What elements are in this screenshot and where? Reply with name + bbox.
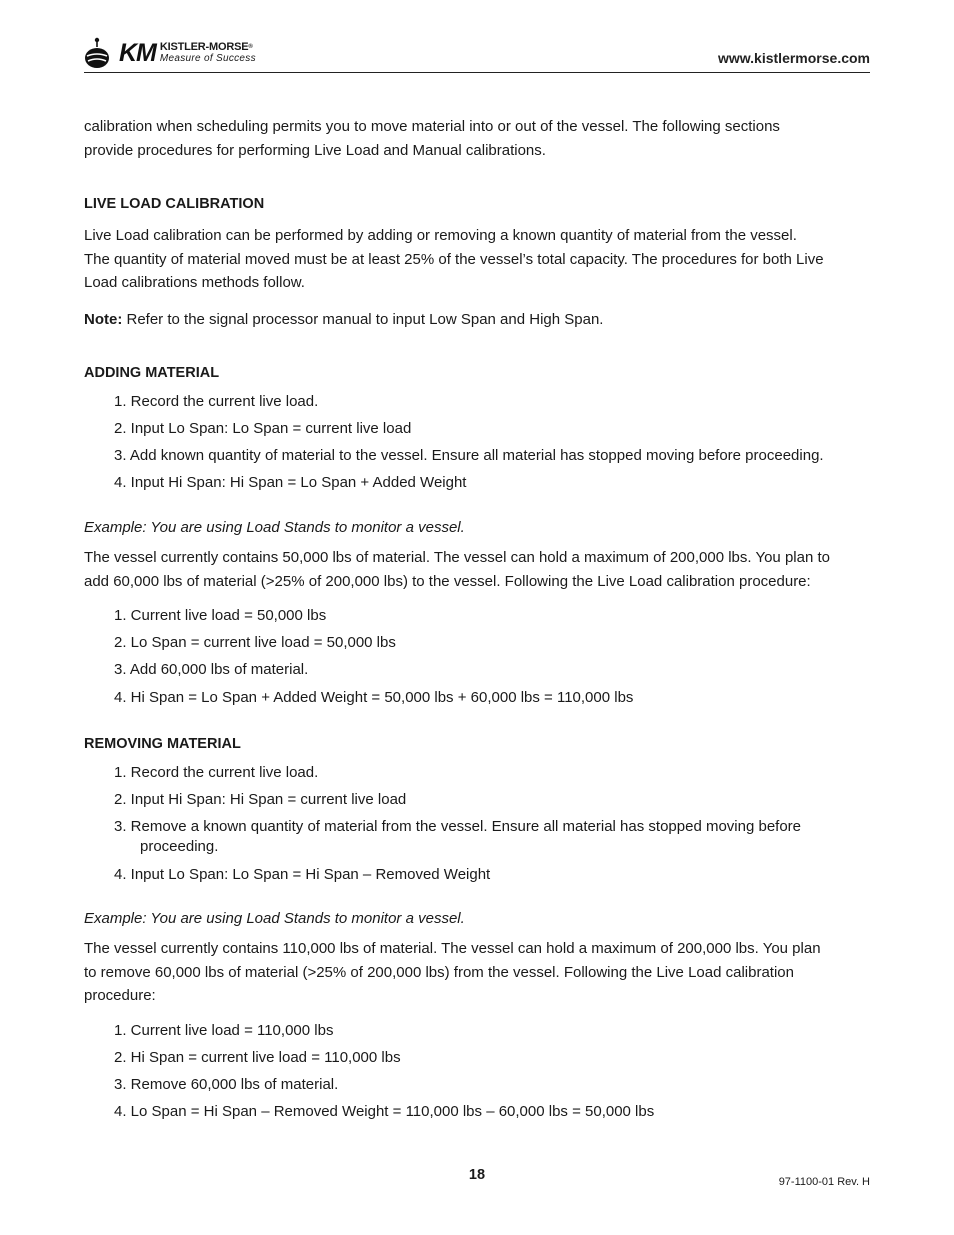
list-item: 1. Record the current live load. xyxy=(114,764,319,781)
logo-km: KM xyxy=(119,38,156,67)
list-item: 1. Current live load = 110,000 lbs xyxy=(114,1022,334,1039)
list-item: 2. Lo Span = current live load = 50,000 lbs xyxy=(114,634,396,651)
list-item: 4. Lo Span = Hi Span – Removed Weight = 110,000 lbs – 60,000 lbs = 50,000 lbs xyxy=(114,1103,655,1120)
list-item: 1. Record the current live load. xyxy=(114,393,319,410)
list-item: 3. Remove 60,000 lbs of material. xyxy=(114,1076,339,1093)
list-item: 2. Input Lo Span: Lo Span = current live load xyxy=(114,420,412,437)
section-heading-live-load: LIVE LOAD CALIBRATION xyxy=(84,196,265,212)
document-code: 97-1100-01 Rev. H xyxy=(778,1176,870,1188)
note-label: Note: xyxy=(84,311,123,328)
example-paragraph: The vessel currently contains 50,000 lbs of material. The vessel can hold a maximum of 200,000 lbs. You plan to add 60,000 lbs of material (>25% of 200,000 lbs) to the vessel. Following the Live Load calibration procedure: xyxy=(84,549,830,590)
website-url[interactable]: www.kistlermorse.com xyxy=(718,50,870,66)
list-item: 4. Hi Span = Lo Span + Added Weight = 50,000 lbs + 60,000 lbs = 110,000 lbs xyxy=(114,689,634,706)
logo-company-name: KISTLER-MORSE® xyxy=(159,41,253,53)
list-item: 3. Add 60,000 lbs of material. xyxy=(114,661,309,678)
intro-paragraph: calibration when scheduling permits you to move material into or out of the vessel. The following sections provide procedures for performing Live Load and Manual calibrations. xyxy=(84,118,780,159)
company-logo xyxy=(84,36,256,70)
live-load-paragraph: Live Load calibration can be performed by adding or removing a known quantity of material from the vessel. The quantity of material moved must be at least 25% of the vessel’s total capacity. The procedures for both Live Load calibrations methods follow. xyxy=(84,227,824,291)
section-heading-removing: REMOVING MATERIAL xyxy=(84,736,241,752)
list-item: 3. Remove a known quantity of material from the vessel. Ensure all material has stopped moving before proceeding. xyxy=(114,818,802,855)
page-header xyxy=(84,36,870,73)
example-paragraph: The vessel currently contains 110,000 lbs of material. The vessel can hold a maximum of 200,000 lbs. You plan to remove 60,000 lbs of material (>25% of 200,000 lbs) from the vessel. Following the Live Load calibration procedure: xyxy=(84,940,821,1004)
list-item: 2. Hi Span = current live load = 110,000 lbs xyxy=(114,1049,401,1066)
note-paragraph xyxy=(84,308,874,332)
logo-scale-icon xyxy=(84,36,116,70)
note-text: Refer to the signal processor manual to input Low Span and High Span. xyxy=(122,311,604,328)
logo-tagline: Measure of Success xyxy=(159,53,256,64)
list-item: 4. Input Lo Span: Lo Span = Hi Span – Removed Weight xyxy=(114,866,491,883)
section-heading-adding: ADDING MATERIAL xyxy=(84,365,220,381)
list-item: 2. Input Hi Span: Hi Span = current live load xyxy=(114,791,407,808)
logo-wordmark xyxy=(160,42,256,64)
list-item: 3. Add known quantity of material to the vessel. Ensure all material has stopped moving before proceeding. xyxy=(114,447,824,464)
example-title: Example: You are using Load Stands to monitor a vessel. xyxy=(84,519,465,536)
list-item: 1. Current live load = 50,000 lbs xyxy=(114,607,327,624)
example-title: Example: You are using Load Stands to monitor a vessel. xyxy=(84,910,465,927)
page-number: 18 xyxy=(468,1167,486,1183)
list-item: 4. Input Hi Span: Hi Span = Lo Span + Added Weight xyxy=(114,474,467,491)
